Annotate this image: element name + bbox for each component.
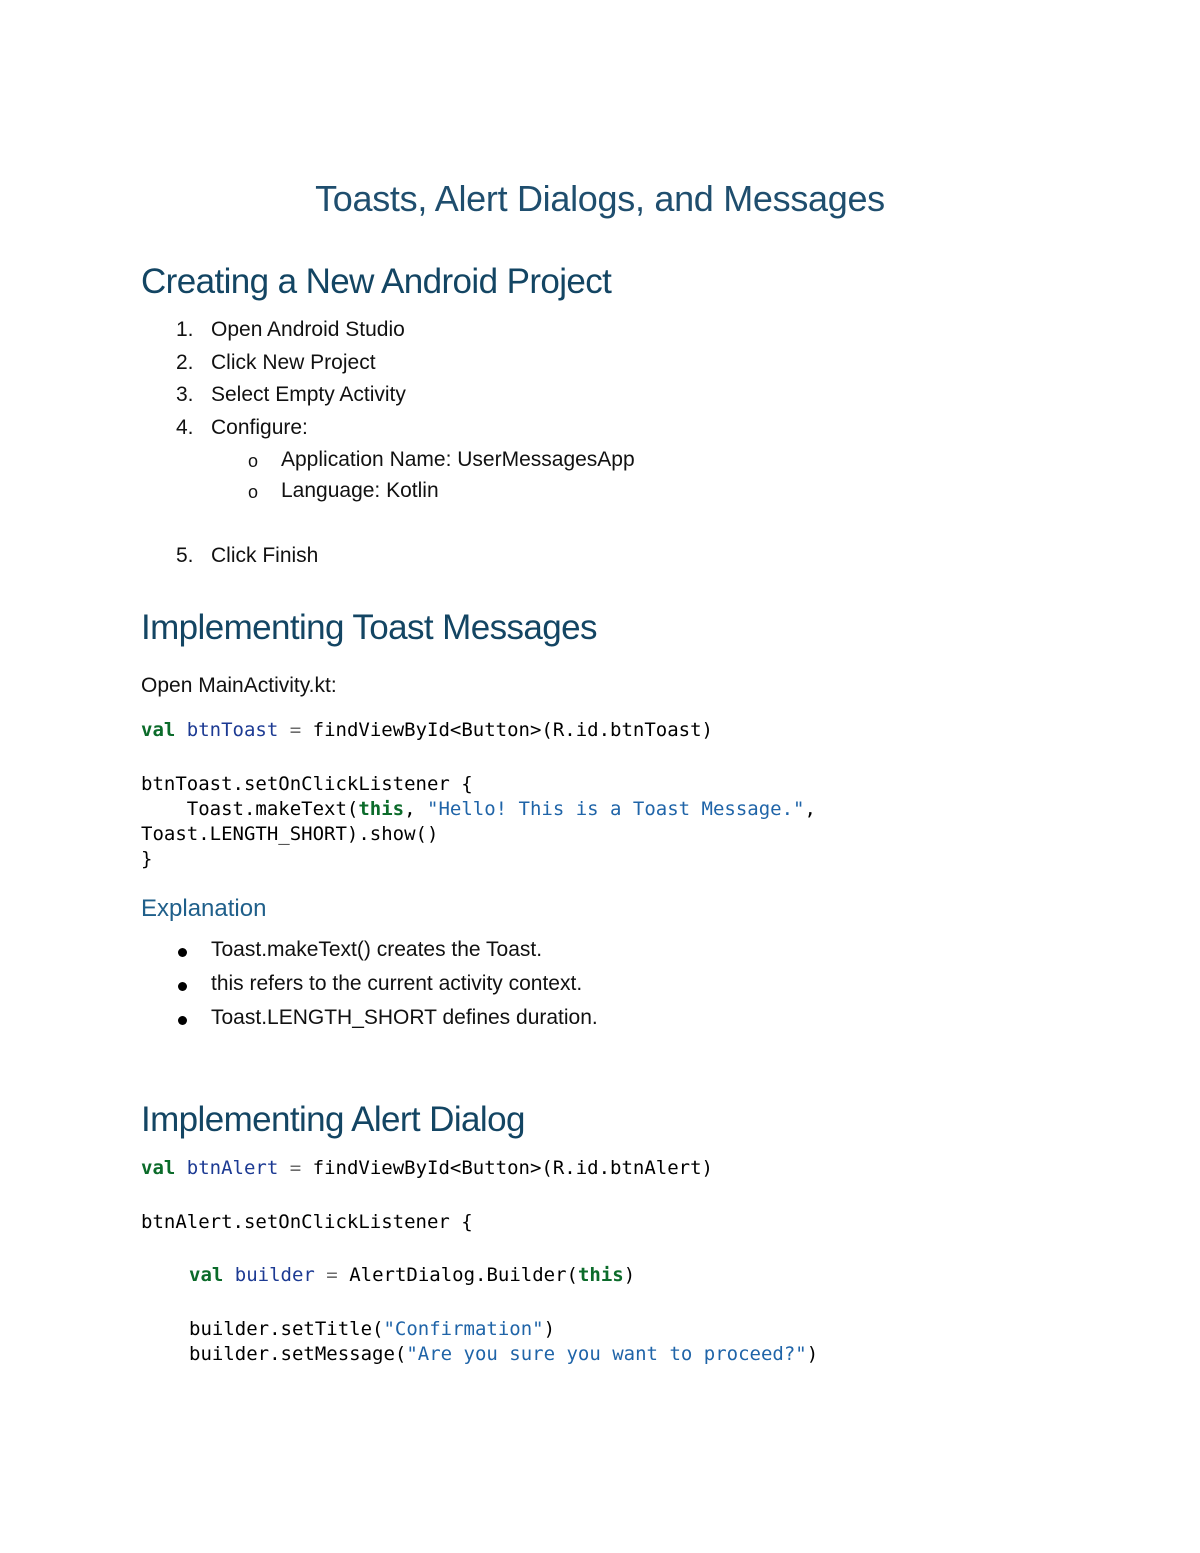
list-item: this refers to the current activity context. [211, 972, 583, 995]
code-line: Toast.LENGTH_SHORT).show() [141, 823, 439, 845]
page-title: Toasts, Alert Dialogs, and Messages [315, 178, 885, 219]
heading-toast-messages: Implementing Toast Messages [141, 608, 597, 647]
code-line [189, 1264, 635, 1286]
heading-explanation: Explanation [141, 895, 267, 922]
step-text: Click New Project [211, 351, 376, 374]
code-keyword: this [358, 798, 405, 820]
code-operator: = [278, 1157, 313, 1179]
step-number: 5. [176, 544, 194, 567]
code-operator: = [278, 719, 313, 741]
code-line [141, 798, 816, 820]
step-text: Open Android Studio [211, 318, 405, 341]
code-string: "Are you sure you want to proceed?" [406, 1343, 807, 1365]
code-string: "Confirmation" [383, 1318, 544, 1340]
code-variable: btnAlert [186, 1157, 279, 1179]
step-text: Configure: [211, 416, 308, 439]
intro-text: Open MainActivity.kt: [141, 674, 337, 697]
code-variable: btnToast [186, 719, 279, 741]
code-text: ) [806, 1343, 819, 1365]
heading-creating-project: Creating a New Android Project [141, 262, 612, 301]
code-text: Toast.makeText( [141, 798, 359, 820]
heading-alert-dialog: Implementing Alert Dialog [141, 1100, 525, 1139]
code-text: findViewById<Button>(R.id.btnToast) [312, 719, 713, 741]
step-number: 1. [176, 318, 194, 341]
code-operator: = [314, 1264, 350, 1286]
bullet-icon [178, 1016, 187, 1025]
sub-bullet-icon: o [248, 451, 259, 471]
sub-bullet-icon: o [248, 482, 259, 502]
step-text: Select Empty Activity [211, 383, 406, 406]
code-text: , [404, 798, 427, 820]
code-line: btnToast.setOnClickListener { [141, 773, 473, 795]
code-string: "Hello! This is a Toast Message." [427, 798, 805, 820]
code-text: ) [623, 1264, 636, 1286]
code-line [189, 1318, 555, 1340]
code-text: ) [543, 1318, 556, 1340]
code-text: builder.setMessage( [189, 1343, 407, 1365]
list-item: Toast.LENGTH_SHORT defines duration. [211, 1006, 598, 1029]
step-number: 4. [176, 416, 194, 439]
step-text: Click Finish [211, 544, 319, 567]
code-line: btnAlert.setOnClickListener { [141, 1211, 473, 1233]
code-keyword: val [141, 1157, 176, 1179]
step-number: 3. [176, 383, 194, 406]
code-text: , [804, 798, 816, 820]
code-line [141, 1157, 713, 1179]
sub-item-text: Language: Kotlin [281, 479, 439, 502]
step-number: 2. [176, 351, 194, 374]
code-keyword: val [141, 719, 176, 741]
code-text: builder.setTitle( [189, 1318, 384, 1340]
code-text: AlertDialog.Builder( [349, 1264, 578, 1286]
code-keyword: val [189, 1264, 224, 1286]
code-line: } [141, 848, 153, 870]
bullet-icon [178, 982, 187, 991]
sub-item-text: Application Name: UserMessagesApp [281, 448, 635, 471]
list-item: Toast.makeText() creates the Toast. [211, 938, 543, 961]
code-text: findViewById<Button>(R.id.btnAlert) [312, 1157, 713, 1179]
code-variable: builder [234, 1264, 315, 1286]
code-line [141, 719, 713, 741]
bullet-icon [178, 948, 187, 957]
code-keyword: this [577, 1264, 624, 1286]
code-line [189, 1343, 818, 1365]
